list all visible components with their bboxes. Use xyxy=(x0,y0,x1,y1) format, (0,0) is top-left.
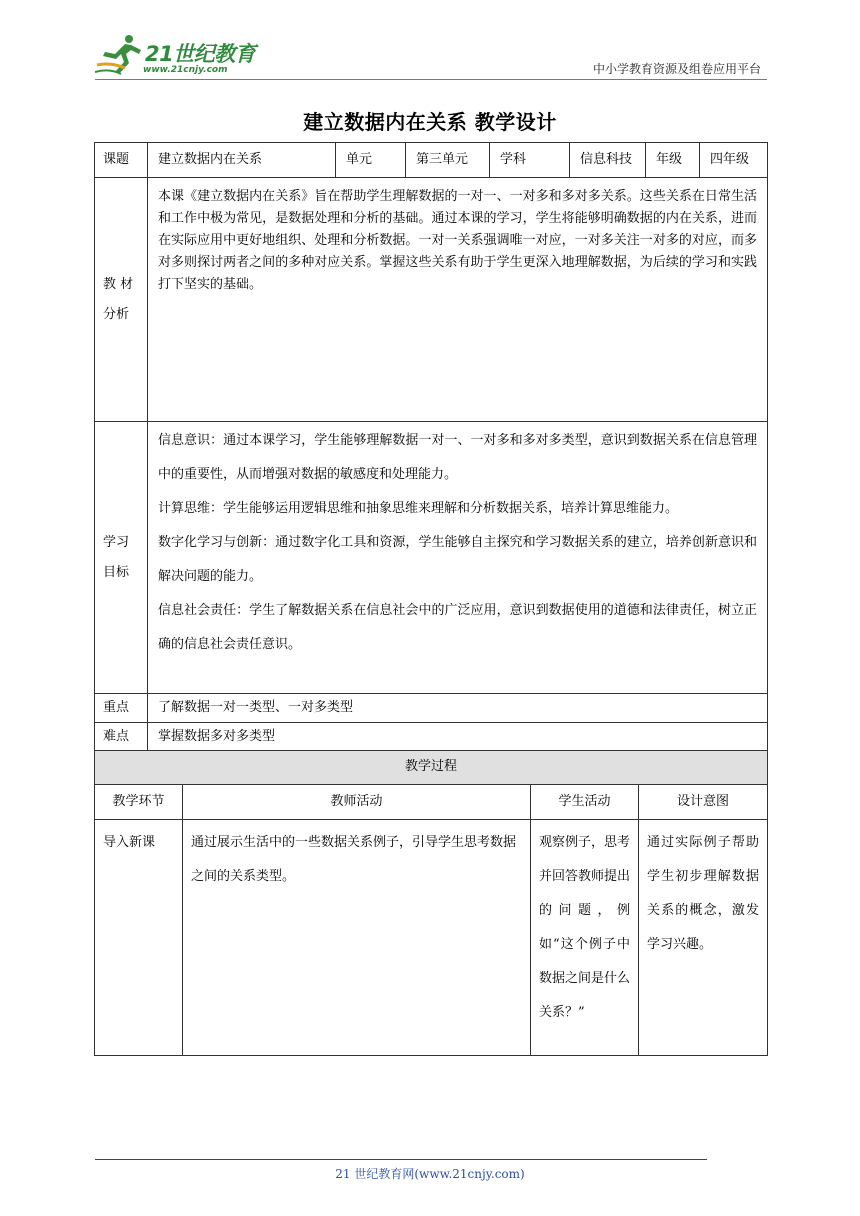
process-banner: 教学过程 xyxy=(95,751,768,785)
process-row xyxy=(95,820,768,1056)
logo xyxy=(95,32,265,78)
intent-text: 通过实际例子帮助学生初步理解数据关系的概念，激发学习兴趣。 xyxy=(647,835,760,952)
header-stage: 教学环节 xyxy=(95,785,183,820)
grade-value: 四年级 xyxy=(700,143,768,178)
subject-label: 学科 xyxy=(490,143,570,178)
teaching-process-table xyxy=(94,750,768,1056)
lesson-info-table xyxy=(94,142,768,752)
header-student: 学生活动 xyxy=(531,785,639,820)
process-banner-row xyxy=(95,751,768,785)
analysis-label-line2: 分析 xyxy=(103,306,130,322)
analysis-label-line1: 教 材 xyxy=(103,276,134,292)
document-title: 建立数据内在关系 教学设计 xyxy=(303,110,557,134)
intent-cell xyxy=(639,820,768,1056)
objectives-row xyxy=(95,422,768,694)
stage-text: 导入新课 xyxy=(103,835,156,850)
runner-logo-icon xyxy=(95,32,145,78)
info-row xyxy=(95,143,768,178)
teacher-text: 通过展示生活中的一些数据关系例子，引导学生思考数据之间的关系类型。 xyxy=(191,835,517,884)
footer-text: 21 世纪教育网(www.21cnjy.com) xyxy=(335,1167,525,1181)
platform-name: 中小学教育资源及组卷应用平台 xyxy=(592,62,761,76)
student-cell xyxy=(531,820,639,1056)
analysis-content xyxy=(148,178,768,422)
objective-item: 计算思维：学生能够运用逻辑思维和抽象思维来理解和分析数据关系，培养计算思维能力。 xyxy=(158,501,679,516)
difficulty-text: 掌握数据多对多类型 xyxy=(148,723,768,752)
objectives-label-line2: 目标 xyxy=(103,564,130,580)
process-header-row xyxy=(95,785,768,820)
objective-item: 信息社会责任：学生了解数据关系在信息社会中的广泛应用，意识到数据使用的道德和法律责任，树立正确的信息社会责任意识。 xyxy=(158,603,757,652)
key-point-row xyxy=(95,694,768,723)
header-divider xyxy=(95,79,767,80)
objectives-content xyxy=(148,422,768,694)
key-point-text: 了解数据一对一类型、一对多类型 xyxy=(148,694,768,723)
difficulty-label: 难点 xyxy=(95,723,148,752)
topic-value: 建立数据内在关系 xyxy=(148,143,336,178)
analysis-row xyxy=(95,178,768,422)
analysis-label xyxy=(95,178,148,422)
objective-item: 数字化学习与创新：通过数字化工具和资源，学生能够自主探究和学习数据关系的建立，培养创新意识和解决问题的能力。 xyxy=(158,535,757,584)
key-point-label: 重点 xyxy=(95,694,148,723)
grade-label: 年级 xyxy=(646,143,700,178)
unit-value: 第三单元 xyxy=(406,143,490,178)
unit-label: 单元 xyxy=(336,143,406,178)
analysis-text: 本课《建立数据内在关系》旨在帮助学生理解数据的一对一、一对多和多对多关系。这些关系在日常生活和工作中极为常见，是数据处理和分析的基础。通过本课的学习，学生将能够明确数据的内在关系，进而在实际应用中更好地组织、处理和分析数据。一对一关系强调唯一对应，一对多关注一对多的对应，而多对多则探讨两者之间的多种对应关系。掌握这些关系有助于学生更深入地理解数据，为后续的学习和实践打下坚实的基础。 xyxy=(158,189,757,292)
student-text: 观察例子，思考并回答教师提出的问题，例如“这个例子中数据之间是什么关系？” xyxy=(539,835,631,1020)
logo-url: www.21cnjy.com xyxy=(143,65,228,75)
stage-cell xyxy=(95,820,183,1056)
logo-text: 21世纪教育 xyxy=(145,42,256,66)
objectives-label-line1: 学习 xyxy=(103,534,130,550)
objective-item: 信息意识：通过本课学习，学生能够理解数据一对一、一对多和多对多类型，意识到数据关系在信息管理中的重要性，从而增强对数据的敏感度和处理能力。 xyxy=(158,433,757,482)
page-header xyxy=(95,32,767,80)
header-teacher: 教师活动 xyxy=(183,785,531,820)
topic-label: 课题 xyxy=(95,143,148,178)
teacher-cell xyxy=(183,820,531,1056)
footer-divider xyxy=(95,1159,707,1160)
objectives-label xyxy=(95,422,148,694)
subject-value: 信息科技 xyxy=(570,143,646,178)
difficulty-row xyxy=(95,723,768,752)
header-intent: 设计意图 xyxy=(639,785,768,820)
